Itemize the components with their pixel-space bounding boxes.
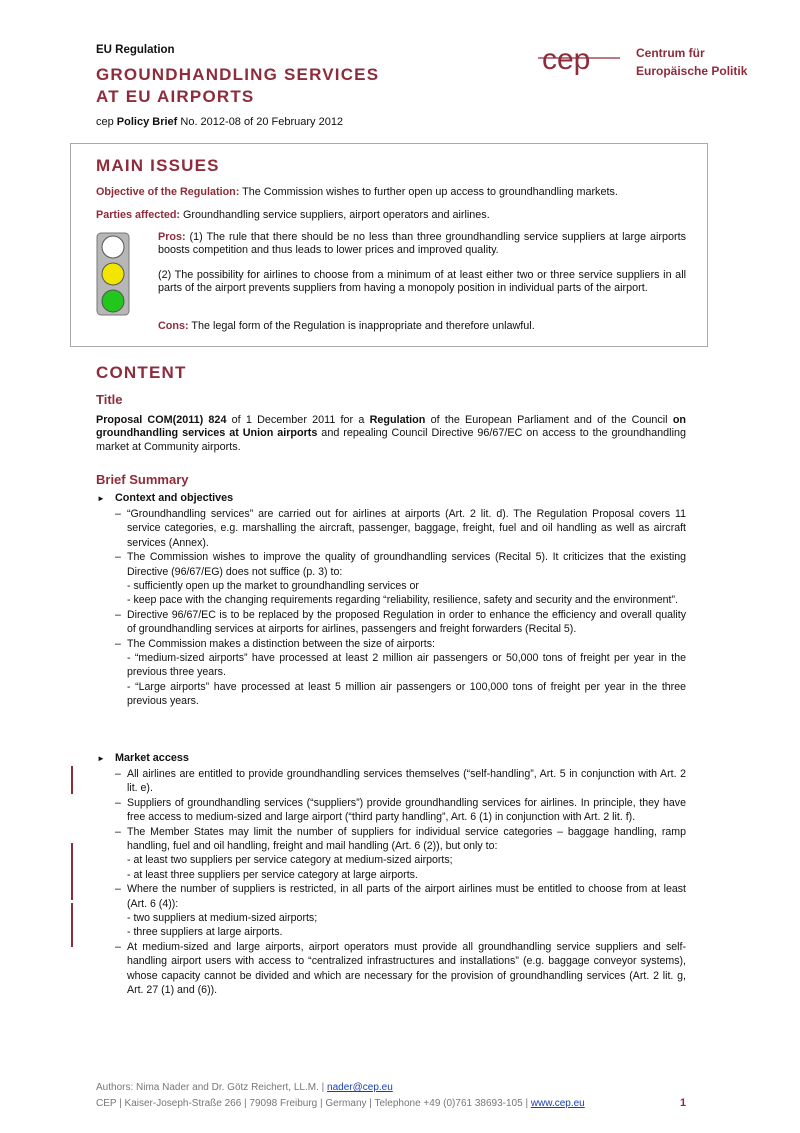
sub-item: - two suppliers at medium-sized airports; <box>127 912 318 925</box>
email-link[interactable]: nader@cep.eu <box>327 1082 393 1093</box>
traffic-light-icon <box>96 232 130 316</box>
market-heading-text: Market access <box>115 752 189 764</box>
list-item: – Directive 96/67/EC is to be replaced by the proposed Regulation in order to enhance the efficiency and overall quality of groundhandling services at airports for airlines, passengers and freight forwarders (Recital 5). <box>115 608 686 636</box>
policy-prefix: cep <box>96 116 117 128</box>
list-item: – The Member States may limit the number of suppliers for individual service categories – baggage handling, ramp handling, fuel and oil handling, freight and mail handling (Art. 6 (2)), but only to: - at least two suppliers per service category at medium-sized airports; - at least three suppliers per service category at large airports. <box>115 825 686 881</box>
objective-text: The Commission wishes to further open up access to groundhandling markets. <box>239 186 618 198</box>
title-line-1: GROUNDHANDLING SERVICES <box>96 65 380 84</box>
cons-text: The legal form of the Regulation is inappropriate and therefore unlawful. <box>188 320 535 332</box>
title-line-2: AT EU AIRPORTS <box>96 87 255 106</box>
list-item: – All airlines are entitled to provide groundhandling services themselves (“self-handling”, Art. 5 in conjunction with Art. 2 lit. e). <box>115 768 686 795</box>
policy-brief-line <box>96 116 343 128</box>
org-line-2: Europäische Politik <box>636 64 748 78</box>
list-item: – “Groundhandling services” are carried out for airlines at airports (Art. 2 lit. d). The Regulation Proposal covers 11 service categories, e.g. marshalling the aircraft, passenger, baggage, freight, fuel and oil handling as well as aircraft services (Annex). <box>115 508 686 549</box>
context-heading <box>97 492 234 504</box>
list-item: – Suppliers of groundhandling services (“suppliers”) provide groundhandling services for airlines. In principle, they have free access to medium-sized and large airport (“third party handling”, Art. 6 (1) in conjunction with Art. 2 lit. f). <box>115 796 686 824</box>
regulation-subject: on groundhandling services at Union airports <box>96 414 687 440</box>
regulation-word: Regulation <box>369 414 426 426</box>
address-text: CEP | Kaiser-Joseph-Straße 266 | 79098 Freiburg | Germany | Telephone +49 (0)761 38693-105 | <box>96 1098 531 1109</box>
authors-text: Authors: Nima Nader and Dr. Götz Reichert, LL.M. | <box>96 1082 328 1093</box>
pros-paragraph-1 <box>158 231 686 258</box>
main-issues-heading: MAIN ISSUES <box>96 156 220 175</box>
objective-paragraph <box>96 186 686 199</box>
sub-item: - at least three suppliers per service category at large airports. <box>127 868 418 881</box>
list-item: – At medium-sized and large airports, airport operators must provide all groundhandling service suppliers and self-handling airport users with access to “centralized infrastructures and installations” (e.g. baggage conveyor systems), whose capacity cannot be divided and which are necessary for the provision of groundhandling services (Art. 2 lit. g, Art. 27 (1) and (6)). <box>115 940 686 997</box>
content-heading: CONTENT <box>96 363 187 382</box>
parties-label: Parties affected: <box>96 209 181 221</box>
brief-summary-subheading: Brief Summary <box>96 472 189 487</box>
context-list <box>115 507 686 709</box>
cep-logo-icon <box>534 36 624 86</box>
proposal-ref: Proposal COM(2011) 824 <box>96 414 227 426</box>
parties-paragraph <box>96 209 686 222</box>
title-text-c: and repealing Council Directive 96/67/EC on access to the groundhandling market at Community airports. <box>96 427 686 453</box>
margin-mark <box>71 843 73 900</box>
footer-authors <box>96 1082 393 1093</box>
sub-item: - three suppliers at large airports. <box>127 926 283 939</box>
list-item: – The Commission wishes to improve the quality of groundhandling services (Recital 5). It criticizes that the existing Directive (96/67/EG) does not suffice (p. 3) to: - sufficiently open up the market to groundhandling services or - keep pace with the changing requirements regarding “reliability, resilience, safety and security and the environment”. <box>115 551 686 607</box>
policy-bold: Policy Brief <box>116 116 178 128</box>
traffic-light-middle <box>102 263 124 285</box>
document-category: EU Regulation <box>96 44 175 56</box>
cons-paragraph <box>158 320 686 333</box>
traffic-light-top <box>102 236 124 258</box>
title-text-b: of the European Parliament and of the Council <box>425 414 673 426</box>
page-number: 1 <box>680 1097 687 1109</box>
bullet-triangle-icon: ► <box>97 494 105 503</box>
sub-item: - at least two suppliers per service category at medium-sized airports; <box>127 854 453 867</box>
context-heading-text: Context and objectives <box>115 492 234 504</box>
list-item: – The Commission makes a distinction between the size of airports: - “medium-sized airports” have processed at least 2 million air passengers or 50,000 tons of freight per year in the previous three years. - “Large airports” have processed at least 5 million air passengers or 100,000 tons of freight per year in the three previous years. <box>115 637 686 708</box>
objective-label: Objective of the Regulation: <box>96 186 240 198</box>
organization-name <box>636 44 747 80</box>
bullet-triangle-icon: ► <box>97 754 105 763</box>
pros-text-1: (1) The rule that there should be no less than three groundhandling service suppliers at large airports boosts competition and thus leads to lower prices and improved quality. <box>158 231 686 257</box>
traffic-light-bottom <box>102 290 124 312</box>
market-access-heading <box>97 752 189 764</box>
website-link[interactable]: www.cep.eu <box>530 1098 585 1109</box>
sub-item: - keep pace with the changing requirements regarding “reliability, resilience, safety and security and the environment”. <box>127 594 678 607</box>
list-item: – Where the number of suppliers is restricted, in all parts of the airport airlines must be entitled to choose from at least (Art. 6 (4)): - two suppliers at medium-sized airports; - three suppliers at large airports. <box>115 883 686 939</box>
margin-mark <box>71 766 73 794</box>
margin-mark <box>71 903 73 947</box>
title-subheading: Title <box>96 392 123 407</box>
sub-item: - “Large airports” have processed at least 5 million air passengers or 100,000 tons of freight per year in the three previous years. <box>127 680 686 708</box>
pros-paragraph-2: (2) The possibility for airlines to choose from a minimum of at least either two or three service suppliers in all parts of the airport prevents suppliers from having a monopoly position in individual parts of the airport. <box>158 269 686 295</box>
title-text-a: of 1 December 2011 for a <box>226 414 370 426</box>
policy-rest: No. 2012-08 of 20 February 2012 <box>177 116 344 128</box>
sub-item: - sufficiently open up the market to groundhandling services or <box>127 580 419 593</box>
parties-text: Groundhandling service suppliers, airport operators and airlines. <box>180 209 490 221</box>
title-paragraph <box>96 414 686 454</box>
footer-address <box>96 1098 585 1109</box>
document-title <box>96 64 379 108</box>
sub-item: - “medium-sized airports” have processed at least 2 million air passengers or 50,000 tons of freight per year in the previous three years. <box>127 652 686 679</box>
logo-text: cep <box>542 43 591 76</box>
market-list <box>115 767 686 998</box>
org-line-1: Centrum für <box>636 46 705 60</box>
cons-label: Cons: <box>158 320 189 332</box>
pros-label: Pros: <box>158 231 186 243</box>
